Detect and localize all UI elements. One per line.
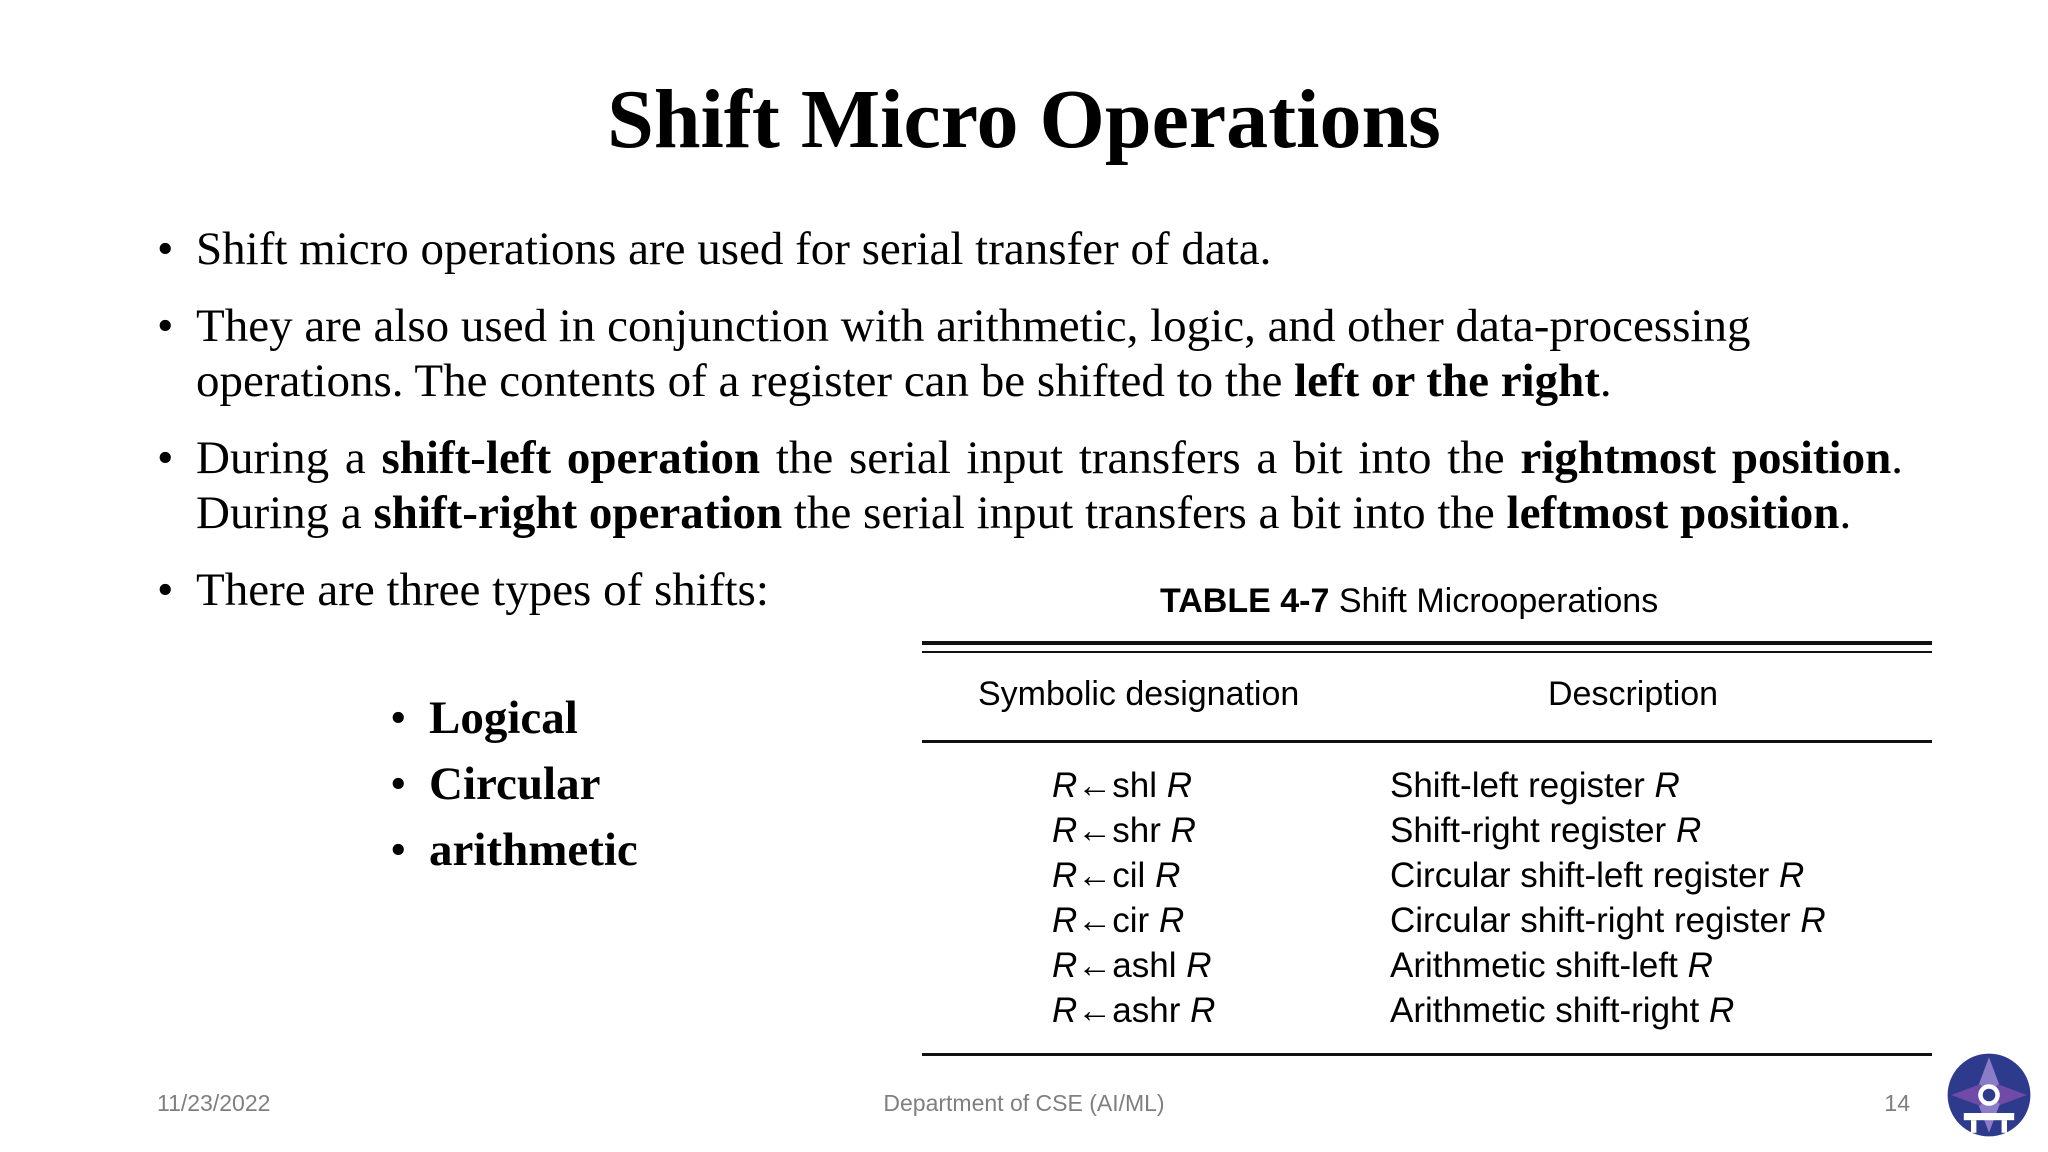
table-row-description (1390, 944, 1713, 988)
table-row-symbolic (1052, 899, 1184, 943)
bullet-text: . (1839, 487, 1852, 539)
description-text: Circular shift-right register (1390, 901, 1791, 940)
description-text: Circular shift-left register (1390, 856, 1770, 895)
table-row-description (1390, 764, 1680, 808)
description-register: R (1675, 811, 1702, 850)
symbolic-op: cir (1112, 901, 1150, 940)
symbolic-reg: R (1052, 991, 1078, 1030)
bullet-text: They are also used in conjunction with arithmetic, logic, and other data-processing operations. The contents of a register can be shifted to the (196, 300, 1751, 407)
shift-type-item (390, 817, 638, 883)
symbolic-arrow: ← (1077, 811, 1113, 850)
bullet-marker: • (157, 432, 174, 484)
shift-type-item (390, 751, 638, 817)
symbolic-reg: R (1052, 946, 1078, 985)
slide-title: Shift Micro Operations (607, 73, 1441, 166)
bullet-text: . During a (196, 432, 1903, 539)
description-register: R (1654, 766, 1680, 805)
symbolic-arrow: ← (1077, 766, 1113, 805)
symbolic-operand: R (1158, 901, 1185, 940)
bullet-emphasis: leftmost position (1506, 487, 1840, 539)
symbolic-operand: R (1155, 856, 1181, 895)
symbolic-op: ashr (1112, 991, 1181, 1030)
footer-department: Department of CSE (AI/ML) (883, 1090, 1165, 1116)
symbolic-op: cil (1112, 856, 1146, 895)
symbolic-operand: R (1166, 766, 1193, 805)
bullet-item (157, 299, 1903, 409)
symbolic-arrow: ← (1077, 901, 1113, 940)
description-text: Shift-left register (1390, 766, 1645, 805)
symbolic-reg: R (1052, 766, 1078, 805)
table-row-symbolic (1052, 809, 1196, 853)
symbolic-arrow: ← (1077, 856, 1113, 895)
header-symbolic: Symbolic designation (978, 675, 1300, 713)
bullet-emphasis: left or the right (1294, 355, 1600, 407)
bullet-emphasis: shift-left operation (381, 432, 761, 484)
description-text: Shift-right register (1390, 811, 1667, 850)
table-row-symbolic (1052, 944, 1212, 988)
symbolic-operand: R (1170, 811, 1196, 850)
table-row-description (1390, 899, 1826, 943)
symbolic-arrow: ← (1077, 946, 1113, 985)
bullet-item (157, 431, 1903, 541)
table-row-symbolic (1052, 764, 1192, 808)
bullet-emphasis: shift-right operation (373, 487, 783, 539)
symbolic-op: shl (1112, 766, 1158, 805)
bullet-emphasis: rightmost position (1520, 432, 1892, 484)
description-register: R (1800, 901, 1826, 940)
bullet-text: Shift micro operations are used for serial transfer of data. (196, 223, 1272, 275)
shift-type-item (390, 685, 638, 751)
bullet-item (157, 222, 1903, 277)
institution-logo-icon (1944, 1050, 2034, 1140)
bullet-marker: • (157, 223, 174, 275)
table-bottom-rule (922, 1053, 1932, 1056)
symbolic-reg: R (1052, 901, 1078, 940)
footer-date: 11/23/2022 (157, 1090, 271, 1116)
table-caption (1160, 582, 1658, 621)
table-row-description (1390, 809, 1701, 853)
bullet-text: There are three types of shifts: (196, 564, 769, 616)
bullet-marker: • (390, 824, 407, 876)
bullet-text: the serial input transfers a bit into the (782, 487, 1507, 539)
bullet-marker: • (157, 300, 174, 352)
bullet-text: the serial input transfers a bit into the (760, 432, 1521, 484)
bullet-text: . (1599, 355, 1612, 407)
shift-types-list (390, 685, 638, 883)
symbolic-operand: R (1190, 991, 1216, 1030)
bullet-list (157, 222, 1903, 640)
bullet-text: During a (196, 432, 382, 484)
symbolic-reg: R (1052, 856, 1078, 895)
symbolic-op: ashl (1112, 946, 1177, 985)
bullet-marker: • (390, 692, 407, 744)
symbolic-reg: R (1052, 811, 1078, 850)
description-text: Arithmetic shift-right (1390, 991, 1700, 1030)
table-caption-number: TABLE 4-7 (1160, 582, 1330, 620)
description-text: Arithmetic shift-left (1390, 946, 1678, 985)
symbolic-arrow: ← (1077, 991, 1113, 1030)
bullet-marker: • (390, 758, 407, 810)
table-row-symbolic (1052, 854, 1180, 898)
table-top-rule-2 (922, 651, 1932, 653)
table-row-symbolic (1052, 989, 1215, 1033)
shift-type-label: Logical (429, 692, 578, 744)
table-header-rule (922, 740, 1932, 743)
table-row-description (1390, 989, 1734, 1033)
description-register: R (1708, 991, 1735, 1030)
description-register: R (1687, 946, 1713, 985)
bullet-marker: • (157, 564, 174, 616)
shift-type-label: arithmetic (429, 824, 638, 876)
symbolic-op: shr (1112, 811, 1161, 850)
table-caption-text: Shift Microoperations (1338, 582, 1659, 620)
footer-page-number: 14 (1884, 1090, 1910, 1116)
table-row-description (1390, 854, 1804, 898)
header-description: Description (1548, 675, 1719, 713)
table-top-rule (922, 641, 1932, 645)
symbolic-operand: R (1186, 946, 1212, 985)
description-register: R (1779, 856, 1805, 895)
shift-type-label: Circular (429, 758, 601, 810)
